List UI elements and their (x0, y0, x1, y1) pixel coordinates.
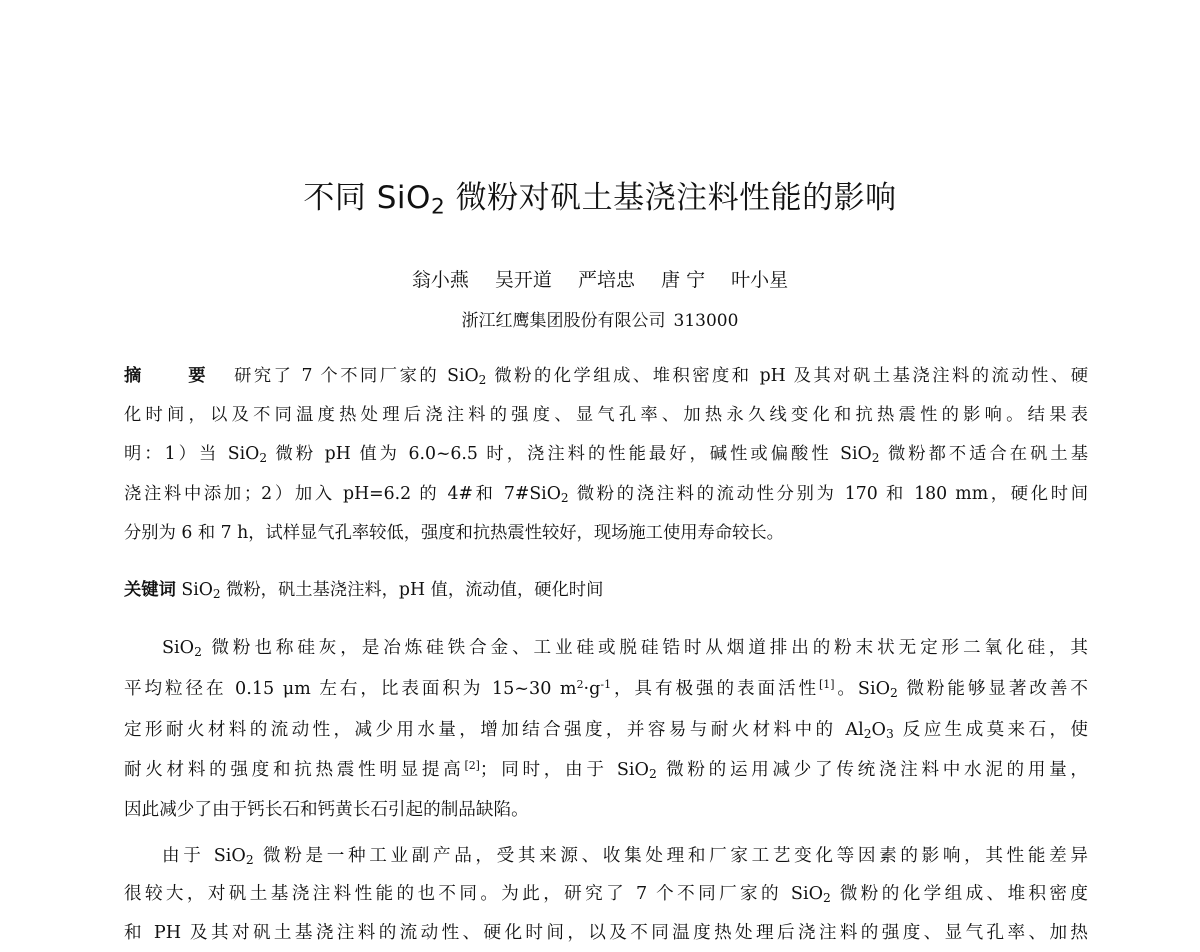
affiliation (0, 308, 1200, 334)
body-line: 由于 SiO$_2$ 微粉是一种工业副产品，受其来源、收集处理和厂家工艺变化等因素的影响，其性能差异 (162, 846, 1088, 868)
abstract-line: 浇注料中添加；2）加入 pH=6.2 的 4#和 7#SiO$_2$ 微粉的浇注料的流动性分别为 170 和 180 mm，硬化时间 (124, 484, 1089, 506)
paper-title: 不同 SiO$_2$ 微粉对矾土基浇注料性能的影响 (303, 180, 897, 220)
body-line: 很较大，对矾土基浇注料性能的也不同。为此，研究了 7 个不同厂家的 SiO$_2$ 微粉的化学组成、堆积密度 (124, 884, 1088, 906)
author-name: 叶小星 (731, 269, 789, 291)
author-name: 吴开道 (494, 269, 552, 291)
affiliation-postcode: 313000 (673, 311, 739, 331)
keywords-label: 关键词 (124, 580, 176, 600)
body-line: 和 PH 及其对矾土基浇注料的流动性、硬化时间，以及不同温度热处理后浇注料的强度、显气孔率、加热 (124, 923, 1088, 943)
citation-ref: [1] (819, 678, 835, 691)
author-name: 唐 宁 (661, 269, 706, 291)
author-name: 翁小燕 (411, 269, 469, 291)
abstract-line: 摘 要 研究了 7 个不同厂家的 SiO$_2$ 微粉的化学组成、堆积密度和 pH 及其对矾土基浇注料的流动性、硬 (124, 366, 1088, 388)
author-list (0, 266, 1200, 294)
abstract-label: 摘 要 (124, 366, 227, 386)
abstract-line: 明：1）当 SiO$_2$ 微粉 pH 值为 6.0~6.5 时，浇注料的性能最好，碱性或偏酸性 SiO$_2$ 微粉都不适合在矾土基 (124, 444, 1089, 466)
keywords-line: 关键词 SiO$_2$ 微粉，矾土基浇注料，pH 值，流动值，硬化时间 (124, 580, 604, 602)
body-line: 平均粒径在 0.15 μm 左右，比表面积为 15~30 $m^2\cdot g^{-1}$，具有极强的表面活性[1]。SiO$_2$ 微粉能够显著改善不 (124, 678, 1088, 701)
abstract-line: 化时间，以及不同温度热处理后浇注料的强度、显气孔率、加热永久线变化和抗热震性的影响。结果表 (124, 405, 1088, 425)
body-line: 耐火材料的强度和抗热震性明显提高[2]；同时，由于 SiO$_2$ 微粉的运用减少了传统浇注料中水泥的用量， (124, 759, 1088, 782)
body-line: 因此减少了由于钙长石和钙黄长石引起的制品缺陷。 (124, 800, 529, 820)
abstract-line: 分别为 6 和 7 h，试样显气孔率较低，强度和抗热震性较好，现场施工使用寿命较长。 (124, 523, 784, 543)
body-line: SiO$_2$ 微粉也称硅灰，是冶炼硅铁合金、工业硅或脱硅锆时从烟道排出的粉末状无定形二氧化硅，其 (162, 638, 1088, 660)
affiliation-name: 浙江红鹰集团股份有限公司 (461, 311, 666, 331)
author-name: 严培忠 (577, 269, 635, 291)
body-line: 定形耐火材料的流动性，减少用水量，增加结合强度，并容易与耐火材料中的 $Al_2O_3$ 反应生成莫来石，使 (124, 720, 1088, 742)
citation-ref: [2] (464, 759, 480, 772)
